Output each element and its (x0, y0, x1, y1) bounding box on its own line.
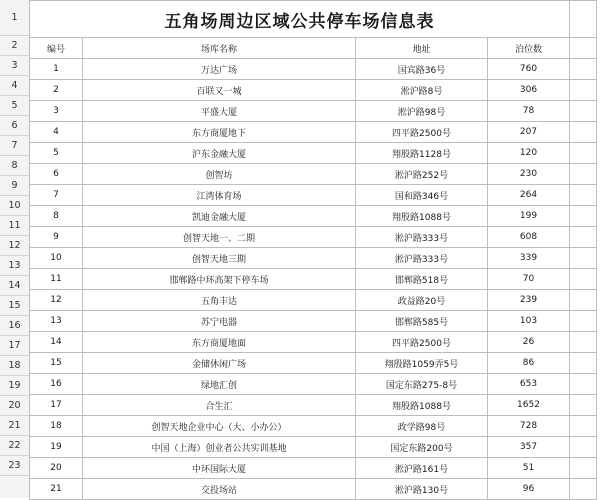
cell-address[interactable]: 淞沪路252号 (356, 164, 488, 185)
cell-spaces[interactable]: 78 (488, 101, 570, 122)
empty-cell[interactable] (570, 164, 597, 185)
row-number[interactable]: 7 (0, 136, 29, 156)
cell-address[interactable]: 淞沪路8号 (356, 80, 488, 101)
cell-spaces[interactable]: 103 (488, 311, 570, 332)
table-row (30, 80, 597, 101)
table-row (30, 416, 597, 437)
cell-address[interactable]: 淞沪路98号 (356, 101, 488, 122)
cell-id[interactable]: 20 (30, 458, 83, 479)
header-spaces[interactable]: 泊位数 (488, 38, 570, 59)
cell-name[interactable]: 东方商厦地下 (83, 122, 356, 143)
cell-spaces[interactable]: 199 (488, 206, 570, 227)
row-number[interactable]: 9 (0, 176, 29, 196)
cell-spaces[interactable]: 70 (488, 269, 570, 290)
cell-name[interactable]: 创智天地一、二期 (83, 227, 356, 248)
cell-name[interactable]: 中国（上海）创业者公共实训基地 (83, 437, 356, 458)
empty-cell[interactable] (570, 80, 597, 101)
empty-cell[interactable] (570, 290, 597, 311)
table-row (30, 185, 597, 206)
cell-spaces[interactable]: 760 (488, 59, 570, 80)
cell-spaces[interactable]: 339 (488, 248, 570, 269)
table-row (30, 269, 597, 290)
cell-spaces[interactable]: 1652 (488, 395, 570, 416)
cell-spaces[interactable]: 357 (488, 437, 570, 458)
cell-address[interactable]: 邯郸路518号 (356, 269, 488, 290)
row-number[interactable]: 14 (0, 276, 29, 296)
empty-cell[interactable] (570, 437, 597, 458)
cell-address[interactable]: 翔殷路1128号 (356, 143, 488, 164)
table-row (30, 458, 597, 479)
empty-cell[interactable] (570, 269, 597, 290)
cell-spaces[interactable]: 653 (488, 374, 570, 395)
cell-name[interactable]: 苏宁电器 (83, 311, 356, 332)
row-number[interactable]: 10 (0, 196, 29, 216)
row-number[interactable]: 17 (0, 336, 29, 356)
cell-address[interactable]: 淞沪路130号 (356, 479, 488, 500)
row-number[interactable]: 12 (0, 236, 29, 256)
cell-name[interactable]: 创智坊 (83, 164, 356, 185)
parking-table (29, 0, 597, 500)
row-number[interactable]: 11 (0, 216, 29, 236)
cell-name[interactable]: 东方商厦地面 (83, 332, 356, 353)
cell-id[interactable]: 16 (30, 374, 83, 395)
cell-name[interactable]: 交投场站 (83, 479, 356, 500)
cell-address[interactable]: 国定东路275-8号 (356, 374, 488, 395)
cell-address[interactable]: 国和路346号 (356, 185, 488, 206)
cell-name[interactable]: 沪东金融大厦 (83, 143, 356, 164)
row-number[interactable]: 20 (0, 396, 29, 416)
empty-cell[interactable] (570, 311, 597, 332)
cell-spaces[interactable]: 26 (488, 332, 570, 353)
cell-name[interactable]: 凯迪金融大厦 (83, 206, 356, 227)
cell-name[interactable]: 五角丰达 (83, 290, 356, 311)
cell-id[interactable]: 6 (30, 164, 83, 185)
cell-id[interactable]: 13 (30, 311, 83, 332)
empty-cell[interactable] (570, 101, 597, 122)
empty-cell[interactable] (570, 38, 597, 59)
table-row (30, 101, 597, 122)
empty-cell[interactable] (570, 227, 597, 248)
header-name[interactable]: 场库名称 (83, 38, 356, 59)
cell-address[interactable]: 淞沪路161号 (356, 458, 488, 479)
empty-cell[interactable] (570, 374, 597, 395)
cell-id[interactable]: 18 (30, 416, 83, 437)
cell-spaces[interactable]: 264 (488, 185, 570, 206)
table-row (30, 164, 597, 185)
cell-id[interactable]: 17 (30, 395, 83, 416)
cell-id[interactable]: 14 (30, 332, 83, 353)
row-number[interactable]: 19 (0, 376, 29, 396)
table-row (30, 374, 597, 395)
table-row (30, 479, 597, 500)
cell-spaces[interactable]: 86 (488, 353, 570, 374)
row-number[interactable]: 5 (0, 96, 29, 116)
cell-address[interactable]: 国宾路36号 (356, 59, 488, 80)
cell-name[interactable]: 合生汇 (83, 395, 356, 416)
empty-cell[interactable] (570, 248, 597, 269)
cell-spaces[interactable]: 51 (488, 458, 570, 479)
table-row (30, 437, 597, 458)
cell-id[interactable]: 9 (30, 227, 83, 248)
cell-name[interactable]: 金储休闲广场 (83, 353, 356, 374)
cell-id[interactable]: 1 (30, 59, 83, 80)
cell-id[interactable]: 8 (30, 206, 83, 227)
empty-cell[interactable] (570, 353, 597, 374)
row-number[interactable]: 15 (0, 296, 29, 316)
cell-address[interactable]: 四平路2500号 (356, 332, 488, 353)
cell-address[interactable]: 翔殷路1059弄5号 (356, 353, 488, 374)
cell-address[interactable]: 政益路20号 (356, 290, 488, 311)
cell-address[interactable]: 四平路2500号 (356, 122, 488, 143)
cell-spaces[interactable]: 207 (488, 122, 570, 143)
table-row (30, 311, 597, 332)
cell-name[interactable]: 中环国际大厦 (83, 458, 356, 479)
cell-spaces[interactable]: 120 (488, 143, 570, 164)
row-number[interactable]: 3 (0, 56, 29, 76)
cell-address[interactable]: 淞沪路333号 (356, 227, 488, 248)
cell-address[interactable]: 翔殷路1088号 (356, 206, 488, 227)
cell-name[interactable]: 平盛大厦 (83, 101, 356, 122)
table-row (30, 395, 597, 416)
header-address[interactable]: 地址 (356, 38, 488, 59)
cell-address[interactable]: 邯郸路585号 (356, 311, 488, 332)
row-number[interactable]: 23 (0, 456, 29, 476)
row-number[interactable]: 4 (0, 76, 29, 96)
header-id[interactable]: 编号 (30, 38, 83, 59)
cell-name[interactable]: 绿地汇创 (83, 374, 356, 395)
cell-name[interactable]: 百联又一城 (83, 80, 356, 101)
cell-name[interactable]: 创智天地企业中心（大、小办公） (83, 416, 356, 437)
empty-cell[interactable] (570, 332, 597, 353)
table-title[interactable]: 五角场周边区域公共停车场信息表 (30, 1, 570, 38)
cell-address[interactable]: 翔殷路1088号 (356, 395, 488, 416)
empty-cell[interactable] (570, 416, 597, 437)
cell-spaces[interactable]: 230 (488, 164, 570, 185)
cell-id[interactable]: 7 (30, 185, 83, 206)
cell-spaces[interactable]: 608 (488, 227, 570, 248)
cell-address[interactable]: 政学路98号 (356, 416, 488, 437)
row-number[interactable]: 18 (0, 356, 29, 376)
cell-id[interactable]: 19 (30, 437, 83, 458)
row-number[interactable]: 2 (0, 36, 29, 56)
table-row (30, 248, 597, 269)
table-row (30, 353, 597, 374)
table-row (30, 143, 597, 164)
row-number[interactable]: 22 (0, 436, 29, 456)
cell-name[interactable]: 万达广场 (83, 59, 356, 80)
cell-name[interactable]: 创智天地三期 (83, 248, 356, 269)
cell-spaces[interactable]: 239 (488, 290, 570, 311)
empty-cell[interactable] (570, 122, 597, 143)
empty-cell[interactable] (570, 458, 597, 479)
empty-cell[interactable] (570, 143, 597, 164)
row-number[interactable]: 6 (0, 116, 29, 136)
empty-cell[interactable] (570, 1, 597, 38)
cell-spaces[interactable]: 306 (488, 80, 570, 101)
empty-cell[interactable] (570, 185, 597, 206)
cell-id[interactable]: 10 (30, 248, 83, 269)
cell-id[interactable]: 5 (30, 143, 83, 164)
row-number[interactable]: 21 (0, 416, 29, 436)
empty-cell[interactable] (570, 59, 597, 80)
empty-cell[interactable] (570, 206, 597, 227)
row-number[interactable]: 1 (0, 0, 29, 36)
cell-id[interactable]: 12 (30, 290, 83, 311)
table-row (30, 227, 597, 248)
cell-id[interactable]: 2 (30, 80, 83, 101)
cell-id[interactable]: 4 (30, 122, 83, 143)
table-row (30, 59, 597, 80)
cell-id[interactable]: 21 (30, 479, 83, 500)
row-number[interactable]: 16 (0, 316, 29, 336)
row-number[interactable]: 8 (0, 156, 29, 176)
table-row (30, 290, 597, 311)
cell-spaces[interactable]: 728 (488, 416, 570, 437)
cell-spaces[interactable]: 96 (488, 479, 570, 500)
cell-address[interactable]: 淞沪路333号 (356, 248, 488, 269)
row-number[interactable]: 13 (0, 256, 29, 276)
cell-id[interactable]: 11 (30, 269, 83, 290)
empty-cell[interactable] (570, 395, 597, 416)
table-row (30, 122, 597, 143)
cell-id[interactable]: 3 (30, 101, 83, 122)
cell-name[interactable]: 江湾体育场 (83, 185, 356, 206)
table-row (30, 206, 597, 227)
cell-id[interactable]: 15 (30, 353, 83, 374)
cell-address[interactable]: 国定东路200号 (356, 437, 488, 458)
empty-cell[interactable] (570, 479, 597, 500)
table-row (30, 332, 597, 353)
cell-name[interactable]: 邯郸路中环高架下停车场 (83, 269, 356, 290)
